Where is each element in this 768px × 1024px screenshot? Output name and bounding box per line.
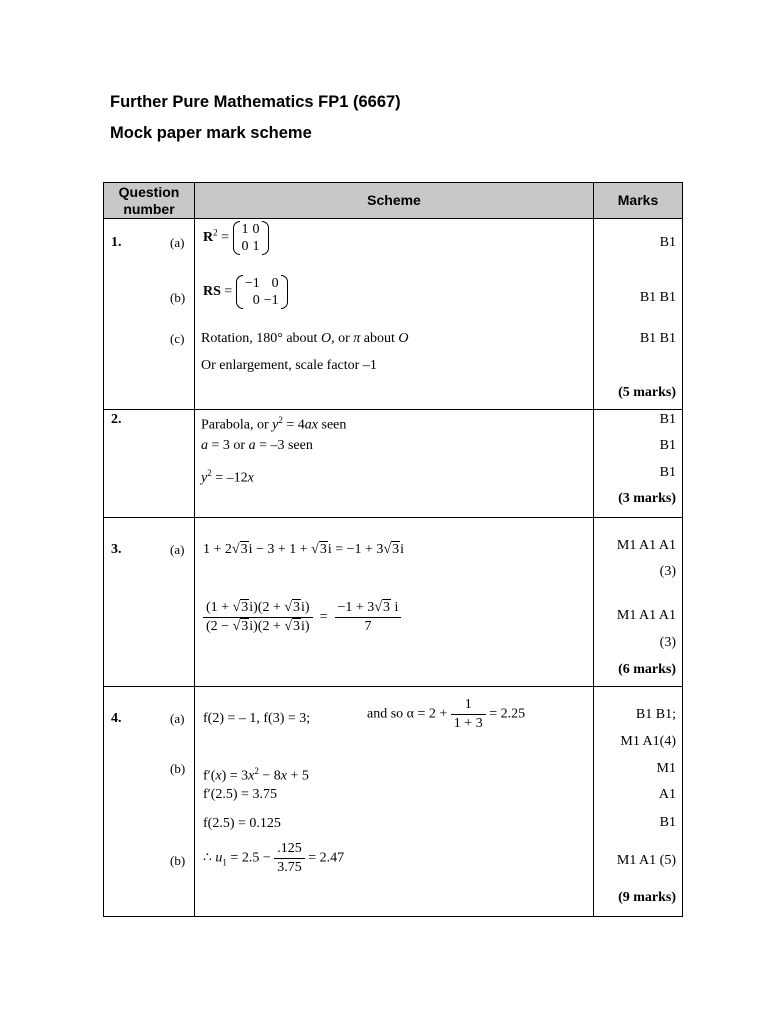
question-number: 2.	[111, 412, 122, 427]
mark-value: M1	[656, 761, 676, 776]
page-subtitle: Mock paper mark scheme	[110, 124, 312, 142]
question-number: 4.	[111, 711, 122, 726]
mark-value: M1 A1 A1	[616, 608, 676, 623]
mark-value: M1 A1(4)	[620, 734, 676, 749]
column-divider	[593, 183, 594, 916]
mark-scheme-table	[103, 182, 683, 917]
scheme-line: 1 + 2√3i − 3 + 1 + √3i = −1 + 3√3i	[203, 542, 405, 557]
question-total-marks: (6 marks)	[618, 662, 676, 677]
part-label: (a)	[170, 542, 185, 557]
scheme-line: $R^2$ = 1 0 0 1	[203, 221, 269, 255]
mark-value: M1 A1 A1	[616, 538, 676, 553]
row-divider	[104, 686, 682, 687]
header-scheme: Scheme	[367, 192, 421, 208]
mark-value: A1	[658, 787, 676, 802]
mark-value: B1 B1;	[635, 707, 676, 722]
mark-value: B1 B1	[639, 331, 676, 346]
scheme-line: RS = −1 0 0 −1	[203, 275, 288, 309]
scheme-line: Rotation, 180° about O, or π about O	[201, 331, 409, 346]
question-total-marks: (3 marks)	[618, 491, 676, 506]
part-label: (a)	[170, 235, 185, 250]
row-divider	[104, 517, 682, 518]
scheme-line: f(2.5) = 0.125	[203, 816, 281, 831]
part-label: (a)	[170, 711, 185, 726]
part-label: (b)	[170, 853, 186, 868]
part-label: (c)	[170, 331, 185, 346]
fraction: $\frac{(1 + √3i)(2 + √3i)}{(2 - √3i)(2 + √3i)}$	[203, 600, 313, 635]
fraction: $\frac{.125}{3.75}$	[274, 841, 305, 876]
question-total-marks: (9 marks)	[618, 890, 676, 905]
scheme-line: and so α = 2 + $\frac{1}{1 + 3}$ = 2.25	[367, 697, 526, 731]
scheme-line: Parabola, or $y^2 = 4ax$ seen	[201, 415, 347, 433]
matrix: −1 0 0 −1	[236, 275, 288, 309]
scheme-line: ∴ $u_1 = 2.5$ − $\frac{.125}{3.75}$ = 2.47	[203, 841, 345, 875]
scheme-line: f(2) = – 1, f(3) = 3;	[203, 711, 311, 726]
scheme-line: $y^2 = -12x$	[201, 468, 254, 486]
column-divider	[194, 183, 195, 916]
mark-value: B1	[659, 815, 676, 830]
row-divider	[104, 409, 682, 410]
fraction: $\frac{-1 + 3√3 i}{7}$	[335, 600, 402, 635]
matrix: 1 0 0 1	[233, 221, 269, 255]
page-title: Further Pure Mathematics FP1 (6667)	[110, 93, 401, 111]
scheme-line: Or enlargement, scale factor –1	[201, 358, 377, 373]
scheme-line: $f'(x) = 3x^2 - 8x + 5$	[203, 766, 309, 784]
header-question-number: Question number	[118, 184, 180, 217]
scheme-line: f′(2.5) = 3.75	[203, 787, 277, 802]
part-label: (b)	[170, 290, 186, 305]
mark-value: B1	[659, 412, 676, 427]
mark-value: B1 B1	[639, 290, 676, 305]
mark-value: M1 A1 (5)	[616, 853, 676, 868]
table-header	[104, 183, 682, 219]
header-marks: Marks	[617, 192, 659, 208]
mark-value: B1	[659, 465, 676, 480]
mark-value: B1	[659, 235, 676, 250]
fraction: $\frac{1}{1 + 3}$	[451, 697, 486, 732]
question-number: 3.	[111, 542, 122, 557]
part-label: (b)	[170, 761, 186, 776]
question-number: 1.	[111, 235, 122, 250]
question-total-marks: (5 marks)	[618, 385, 676, 400]
scheme-line: a = 3 or a = –3 seen	[201, 438, 313, 453]
mark-subtotal: (3)	[659, 564, 676, 579]
mark-value: B1	[659, 438, 676, 453]
mark-subtotal: (3)	[659, 635, 676, 650]
scheme-line: $\frac{(1 + √3i)(2 + √3i)}{(2 - √3i)(2 + √3i)}$ = $\frac{-1 + 3√3 i}{7}$	[203, 600, 401, 635]
